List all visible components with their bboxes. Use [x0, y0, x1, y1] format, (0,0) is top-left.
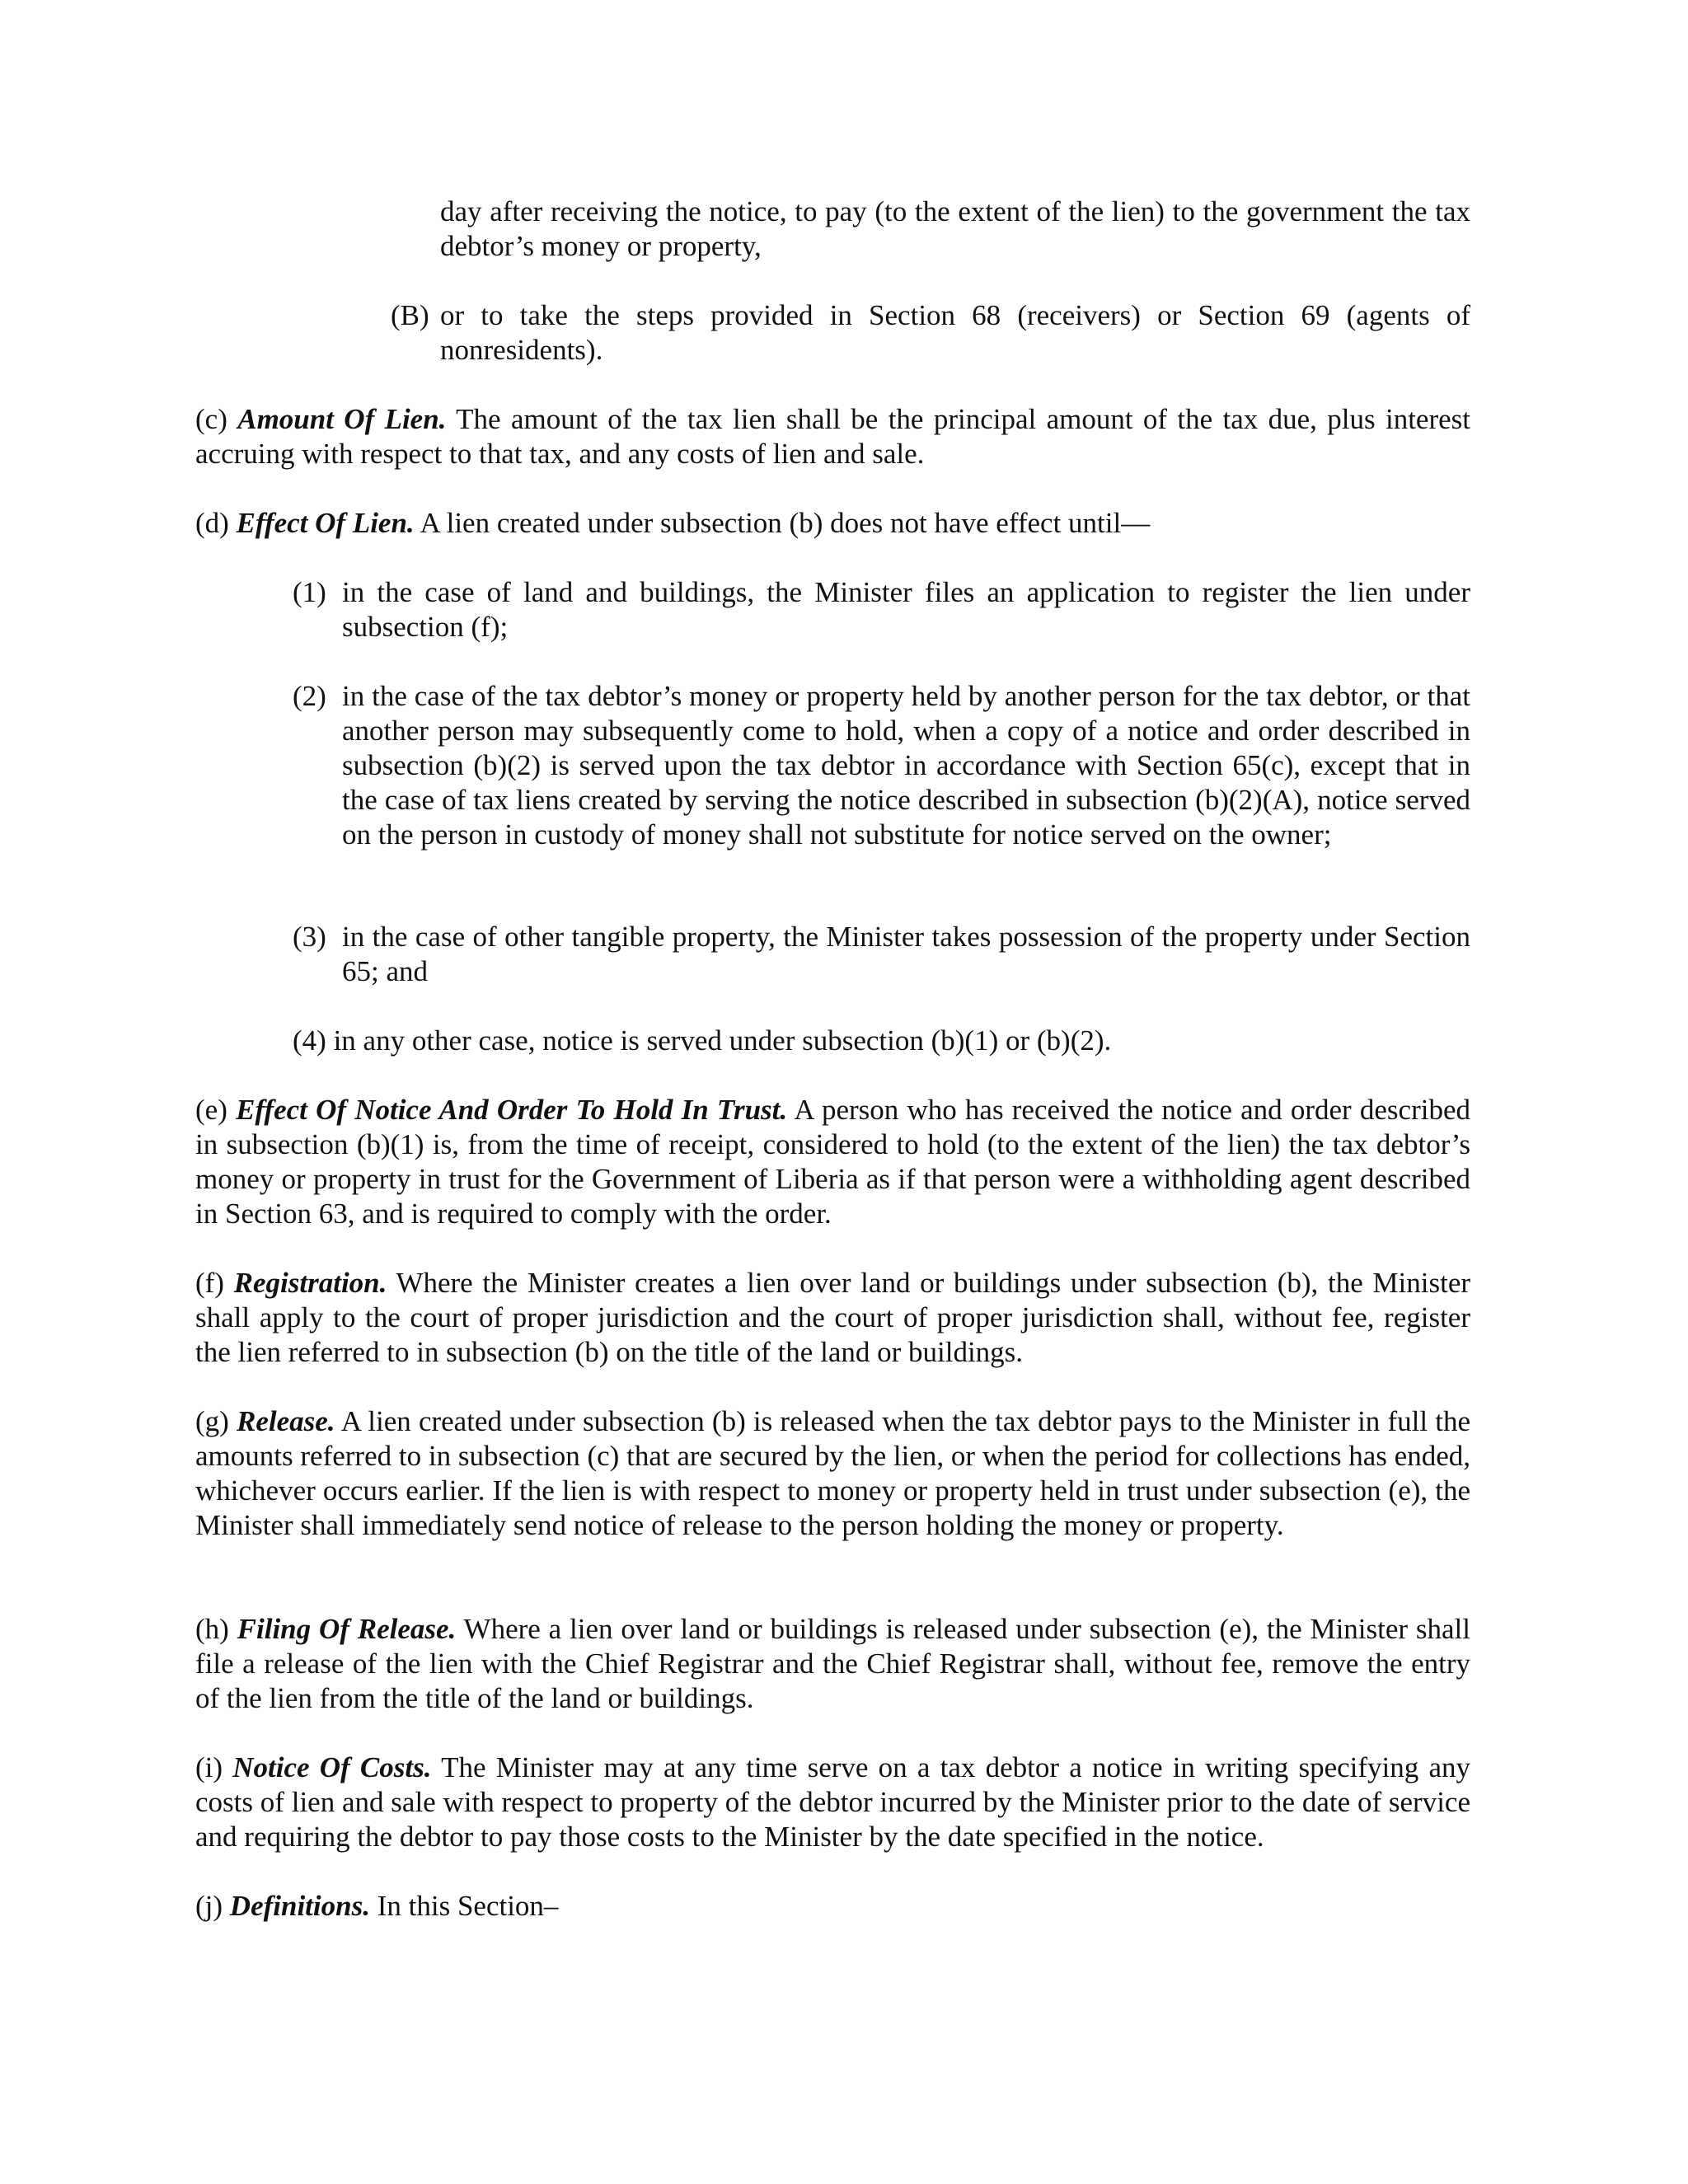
section-h-label: (h) — [195, 1613, 229, 1645]
section-j-heading: Definitions. — [229, 1890, 370, 1922]
section-f-label: (f) — [195, 1267, 224, 1299]
section-d-heading: Effect Of Lien. — [236, 507, 415, 539]
section-h-text: Where a lien over land or buildings is released under subsection (e), the Minister shall file a release of the lien with the Chief Registrar and the Chief Registrar shall, without fee, remove the entry of the lien from the title of the land or buildings. — [195, 1613, 1470, 1714]
continuation-text: day after receiving the notice, to pay (to the extent of the lien) to the government the tax debtor’s money or property, — [440, 195, 1470, 262]
section-g-label: (g) — [195, 1405, 229, 1437]
section-g — [195, 1404, 1470, 1543]
section-d-item-1 — [293, 575, 1470, 644]
section-d-item-4 — [293, 1024, 1470, 1058]
item-b-text: or to take the steps provided in Section 68 (receivers) or Section 69 (agents of nonresidents). — [440, 299, 1470, 366]
section-g-text: A lien created under subsection (b) is released when the tax debtor pays to the Minister in full the amounts referred to in subsection (c) that are secured by the lien, or when the period for collections has ended, whichever occurs earlier. If the lien is with respect to money or property held in trust under subsection (e), the Minister shall immediately send notice of release to the person holding the money or property. — [195, 1405, 1470, 1541]
section-i-label: (i) — [195, 1751, 223, 1783]
section-d-item-4-number: (4) — [293, 1024, 326, 1057]
section-i — [195, 1750, 1470, 1854]
item-b — [391, 298, 1470, 368]
section-c-heading: Amount Of Lien. — [237, 403, 447, 435]
section-g-heading: Release. — [236, 1405, 335, 1437]
section-f-heading: Registration. — [233, 1267, 387, 1299]
section-h — [195, 1612, 1470, 1716]
section-d-item-2-text: in the case of the tax debtor’s money or property held by another person for the tax debtor, or that another person may subsequently come to hold, when a copy of a notice and order described in subsection (b)(2) is served upon the tax debtor in accordance with Section 65(c), except that in the case of tax liens created by serving the notice described in subsection (b)(2)(A), notice served on the person in custody of money shall not substitute for notice served on the owner; — [342, 680, 1470, 851]
section-i-heading: Notice Of Costs. — [232, 1751, 432, 1783]
section-e — [195, 1093, 1470, 1231]
section-i-text: The Minister may at any time serve on a tax debtor a notice in writing specifying any costs of lien and sale with respect to property of the debtor incurred by the Minister prior to the date of service and requiring the debtor to pay those costs to the Minister by the date specified in the notice. — [195, 1751, 1471, 1853]
section-d-item-2 — [293, 679, 1470, 852]
section-d-item-3-text: in the case of other tangible property, the Minister takes possession of the property under Section 65; and — [342, 921, 1470, 987]
section-e-heading: Effect Of Notice And Order To Hold In Trust. — [236, 1094, 788, 1126]
section-d-item-1-text: in the case of land and buildings, the Minister files an application to register the lien under subsection (f); — [342, 576, 1470, 643]
section-c — [195, 402, 1470, 471]
section-e-label: (e) — [195, 1094, 227, 1126]
continuation-paragraph — [440, 194, 1470, 264]
section-e-text: A person who has received the notice and order described in subsection (b)(1) is, from the time of receipt, considered to hold (to the extent of the lien) the tax debtor’s money or property in trust for the Government of Liberia as if that person were a withholding agent described in Section 63, and is required to comply with the order. — [195, 1094, 1470, 1230]
section-d-item-2-number: (2) — [293, 680, 326, 712]
section-f-text: Where the Minister creates a lien over land or buildings under subsection (b), the Minister shall apply to the court of proper jurisdiction and the court of proper jurisdiction shall, without fee, register the lien referred to in subsection (b) on the title of the land or buildings. — [195, 1267, 1471, 1368]
item-b-number: (B) — [391, 299, 429, 331]
section-d-item-3-number: (3) — [293, 921, 326, 953]
section-j-label: (j) — [195, 1890, 223, 1922]
section-c-text: The amount of the tax lien shall be the principal amount of the tax due, plus interest accruing with respect to that tax, and any costs of lien and sale. — [195, 403, 1470, 470]
section-d-text: A lien created under subsection (b) does not have effect until— — [420, 507, 1151, 539]
section-c-label: (c) — [195, 403, 227, 435]
section-d-item-4-text: in any other case, notice is served under subsection (b)(1) or (b)(2). — [333, 1024, 1112, 1057]
section-d-label: (d) — [195, 507, 229, 539]
section-d-item-3 — [293, 920, 1470, 989]
section-d-item-1-number: (1) — [293, 576, 326, 608]
section-d — [195, 506, 1470, 541]
section-f — [195, 1266, 1470, 1370]
section-j-text: In this Section– — [377, 1890, 559, 1922]
section-j — [195, 1889, 1470, 1924]
section-h-heading: Filing Of Release. — [237, 1613, 457, 1645]
